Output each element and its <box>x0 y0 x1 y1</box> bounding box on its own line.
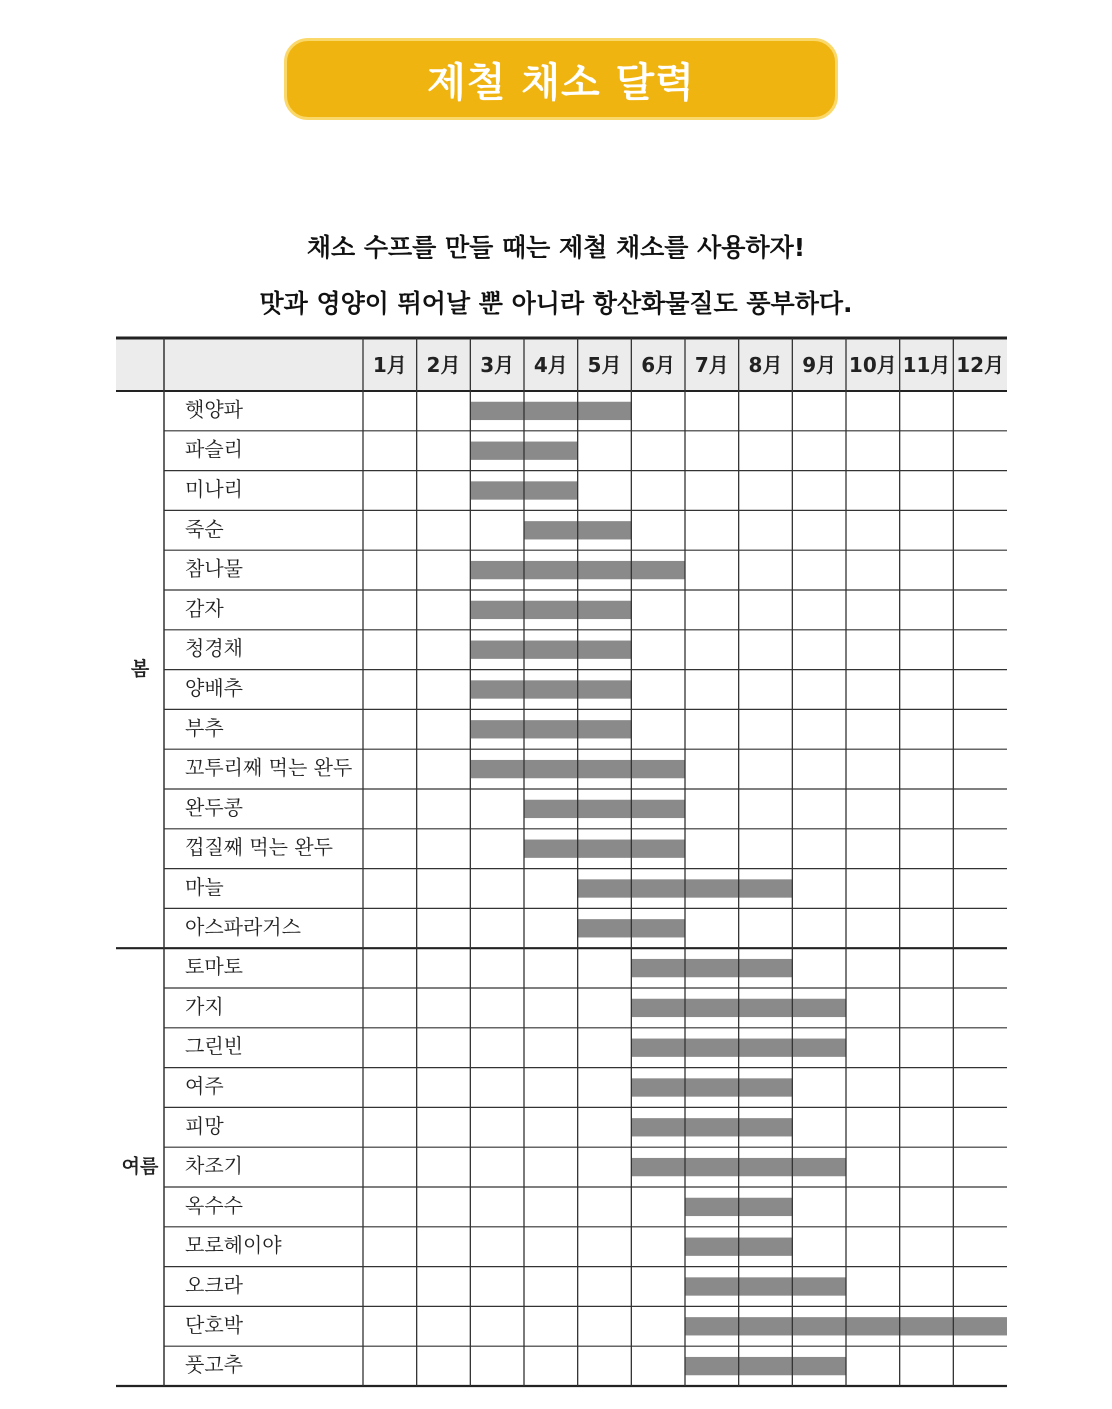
vegetable-label: 단호박 <box>185 1312 243 1337</box>
vegetable-label: 미나리 <box>185 477 243 501</box>
season-bar <box>578 521 632 539</box>
season-bar <box>631 1118 685 1136</box>
vegetable-label: 아스파라거스 <box>185 914 301 939</box>
month-header-4: 4月 <box>533 353 568 377</box>
season-bar <box>631 959 685 977</box>
vegetable-label: 차조기 <box>185 1153 243 1178</box>
season-bar <box>685 1078 739 1096</box>
season-label: 여름 <box>121 1155 159 1178</box>
season-bar <box>685 1317 739 1335</box>
season-bar <box>631 879 685 897</box>
season-bar <box>631 760 685 778</box>
season-bar <box>578 720 632 738</box>
season-bar <box>792 1158 846 1176</box>
season-bar <box>578 641 632 659</box>
season-bar <box>470 680 524 698</box>
season-bar <box>792 1357 846 1375</box>
month-header-7: 7月 <box>694 353 729 377</box>
season-bar <box>578 760 632 778</box>
season-bar <box>470 442 524 460</box>
season-bar <box>685 1118 739 1136</box>
season-bar <box>470 720 524 738</box>
vegetable-label: 양배추 <box>185 676 243 700</box>
season-bar <box>578 840 632 858</box>
season-bar <box>685 1357 739 1375</box>
vegetable-label: 껍질째 먹는 완두 <box>185 835 333 860</box>
page-title: 제철 채소 달력 <box>427 59 695 106</box>
season-bar <box>578 879 632 897</box>
season-bar <box>792 999 846 1017</box>
season-bar <box>524 760 578 778</box>
season-bar <box>524 800 578 818</box>
month-header-8: 8月 <box>748 353 783 377</box>
vegetable-label: 그린빈 <box>185 1034 243 1059</box>
season-bar <box>470 760 524 778</box>
season-bar <box>631 1078 685 1096</box>
season-bar <box>739 879 793 897</box>
vegetable-label: 모로헤이야 <box>185 1233 282 1258</box>
season-bar <box>685 1158 739 1176</box>
month-header-1: 1月 <box>372 353 407 377</box>
season-bar <box>631 800 685 818</box>
season-bar <box>900 1317 954 1335</box>
vegetable-label: 완두콩 <box>185 795 243 820</box>
season-label: 봄 <box>130 658 150 681</box>
season-bar <box>524 442 578 460</box>
season-bar <box>524 601 578 619</box>
season-bar <box>953 1317 1007 1335</box>
season-bar <box>739 1317 793 1335</box>
season-bar <box>739 999 793 1017</box>
season-bar <box>685 1039 739 1057</box>
season-bar <box>470 561 524 579</box>
season-bar <box>631 840 685 858</box>
season-bar <box>792 1277 846 1295</box>
month-header-3: 3月 <box>480 353 515 377</box>
season-bar <box>739 1039 793 1057</box>
season-bar <box>524 402 578 420</box>
season-bar <box>524 641 578 659</box>
vegetable-label: 옥수수 <box>185 1193 243 1218</box>
season-bar <box>739 959 793 977</box>
season-bar <box>578 601 632 619</box>
vegetable-label: 마늘 <box>185 875 224 899</box>
season-bar <box>685 999 739 1017</box>
season-bar <box>524 521 578 539</box>
season-bar <box>631 561 685 579</box>
month-header-10: 10月 <box>848 353 897 377</box>
season-bar <box>524 720 578 738</box>
season-bar <box>739 1118 793 1136</box>
vegetable-label: 꼬투리째 먹는 완두 <box>185 755 353 780</box>
season-bar <box>631 1158 685 1176</box>
vegetable-label: 청경채 <box>185 636 243 661</box>
vegetable-label: 토마토 <box>185 954 243 979</box>
vegetable-label: 파슬리 <box>185 437 243 462</box>
season-bar <box>631 919 685 937</box>
vegetable-label: 감자 <box>185 596 224 621</box>
season-bar <box>685 959 739 977</box>
vegetable-label: 죽순 <box>185 516 224 541</box>
season-bar <box>685 1198 739 1216</box>
season-bar <box>739 1238 793 1256</box>
season-bar <box>578 919 632 937</box>
season-bar <box>470 641 524 659</box>
vegetable-label: 참나물 <box>185 556 243 581</box>
season-bar <box>739 1277 793 1295</box>
season-bar <box>470 601 524 619</box>
season-bar <box>631 999 685 1017</box>
season-bar <box>631 1039 685 1057</box>
month-header-5: 5月 <box>587 353 622 377</box>
vegetable-label: 여주 <box>185 1074 224 1098</box>
month-header-9: 9月 <box>802 353 837 377</box>
month-header-12: 12月 <box>956 353 1005 377</box>
month-header-2: 2月 <box>426 353 461 377</box>
vegetable-label: 풋고추 <box>185 1352 243 1377</box>
season-bar <box>578 680 632 698</box>
vegetable-label: 피망 <box>185 1113 224 1138</box>
subtitle-line-1: 채소 수프를 만들 때는 제철 채소를 사용하자! <box>306 233 806 262</box>
month-header-6: 6月 <box>641 353 676 377</box>
season-bar <box>792 1039 846 1057</box>
vegetable-label: 햇양파 <box>185 397 243 422</box>
season-bar <box>739 1158 793 1176</box>
season-bar <box>524 840 578 858</box>
vegetable-label: 가지 <box>185 994 224 1019</box>
season-bar <box>578 800 632 818</box>
season-bar <box>470 402 524 420</box>
season-bar <box>578 402 632 420</box>
season-bar <box>739 1357 793 1375</box>
season-bar <box>792 1317 846 1335</box>
season-bar <box>524 680 578 698</box>
season-bar <box>685 1277 739 1295</box>
season-bar <box>524 561 578 579</box>
season-bar <box>685 1238 739 1256</box>
season-bar <box>685 879 739 897</box>
season-bar <box>524 481 578 499</box>
month-header-11: 11月 <box>902 353 951 377</box>
vegetable-label: 부추 <box>185 715 224 740</box>
season-bar <box>578 561 632 579</box>
season-bar <box>846 1317 900 1335</box>
season-bar <box>739 1198 793 1216</box>
season-bar <box>470 481 524 499</box>
subtitle-line-2: 맛과 영양이 뛰어날 뿐 아니라 항산화물질도 풍부하다. <box>259 289 853 318</box>
season-bar <box>739 1078 793 1096</box>
vegetable-label: 오크라 <box>185 1273 243 1297</box>
